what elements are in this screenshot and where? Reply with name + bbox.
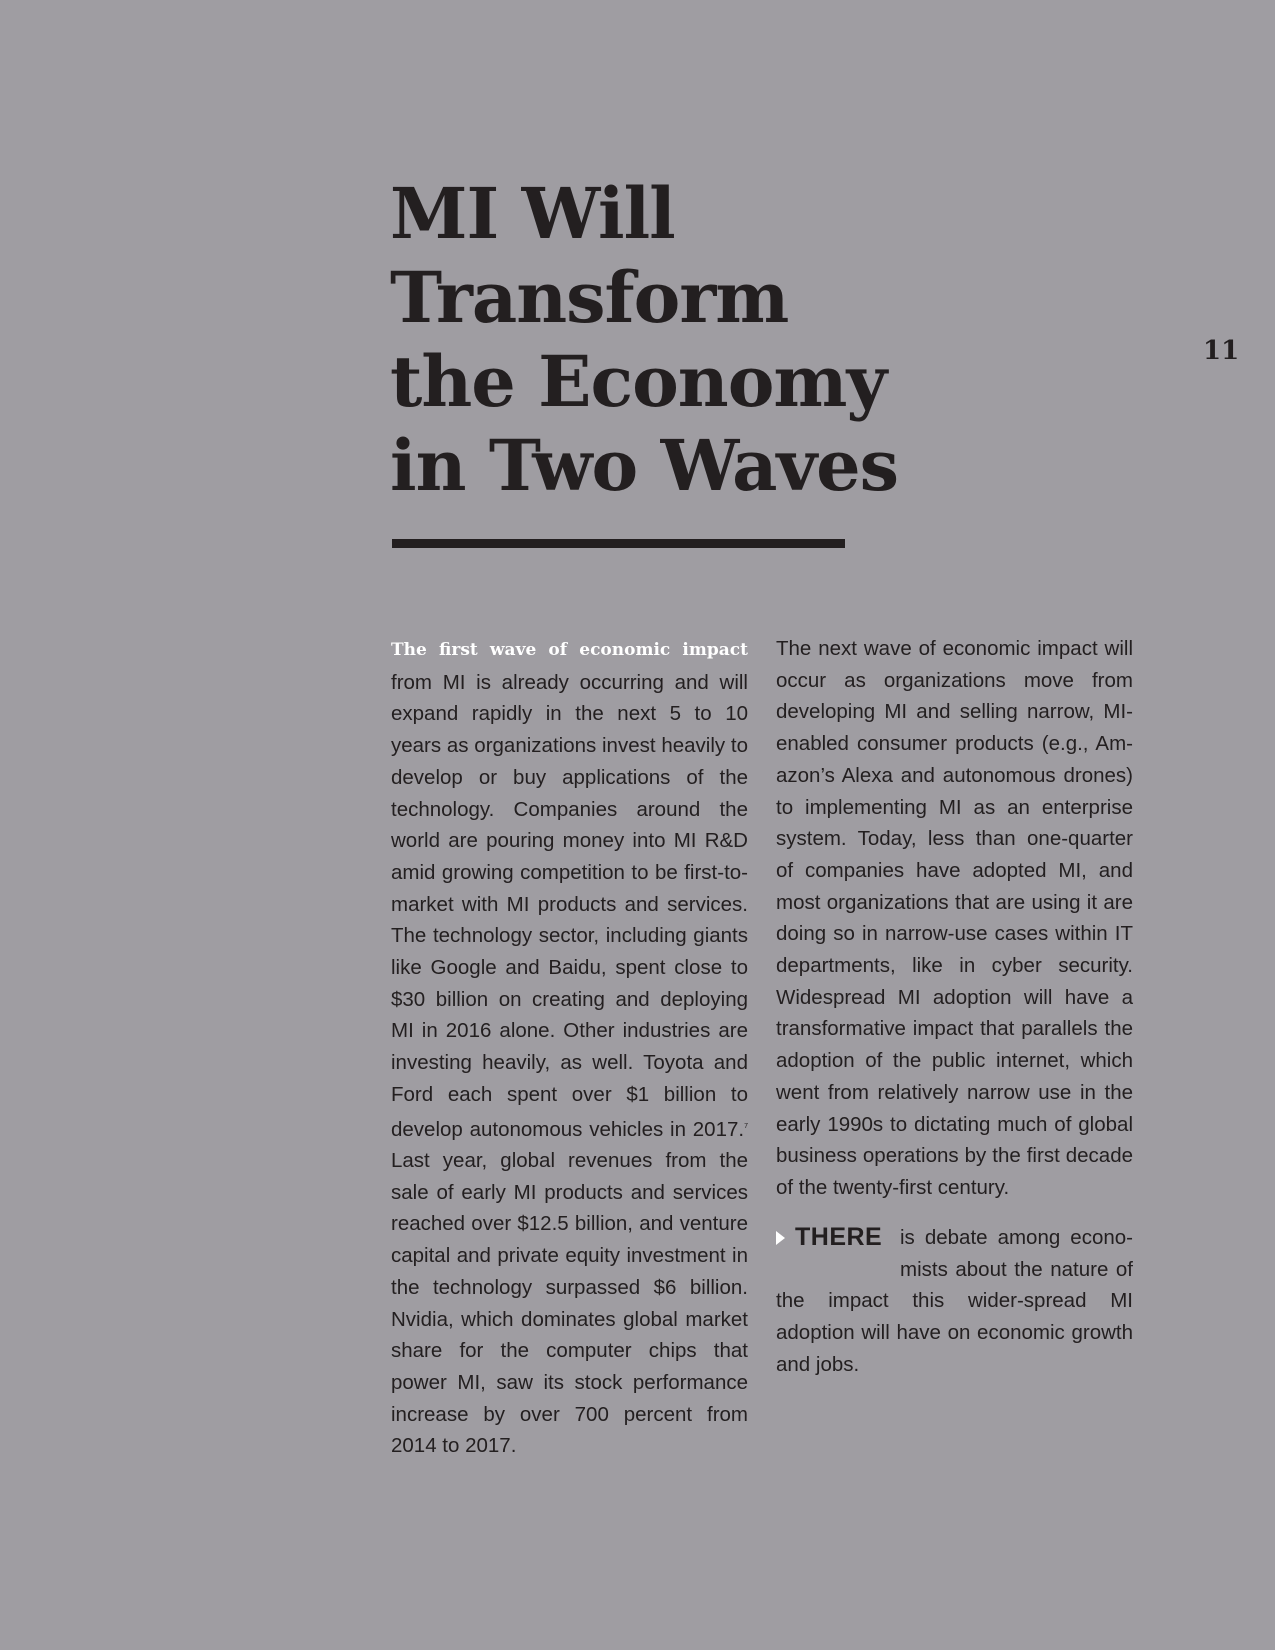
page-number: 11 <box>1203 336 1240 366</box>
page-title <box>390 172 899 508</box>
title-line-3: the Economy <box>390 340 887 423</box>
title-line-1: MI Will <box>390 172 675 255</box>
footnote-mark: 7 <box>744 1122 748 1130</box>
callout-lead <box>776 1220 900 1256</box>
title-line-2: Transform <box>390 256 789 339</box>
lead-in-phrase: The first wave of economic impact <box>391 640 748 660</box>
left-paragraph-continuation: Last year, global revenues from the sale of early MI products and services reached over $12.5 billion, and venture capital and private equity investment in the technology surpassed $6 billion. Nvidia, which dominates global market share for the computer chips that power MI, saw its stock performance increase by over 700 percent from 2014 to 2017. <box>391 1149 748 1458</box>
title-line-4: in Two Waves <box>390 424 899 507</box>
title-divider <box>392 539 845 548</box>
callout-word: THERE <box>795 1223 883 1252</box>
triangle-right-icon <box>776 1231 785 1245</box>
callout-text: is debate among economists about the nature of the impact this wider-spread MI adoption will have on economic growth and jobs. <box>776 1226 1133 1376</box>
left-paragraph-body: from MI is already occurring and will expand rapidly in the next 5 to 10 years as organizations invest heavily to develop or buy applications of the technology. Companies around the world are pouring money into MI R&D amid growing competition to be first-to-market with MI products and services. The technology sector, including giants like Google and Baidu, spent close to $30 billion on creating and deploying MI in 2016 alone. Other industries are investing heavily, as well. Toyota and Ford each spent over $1 billion to develop autonomous vehicles in 2017. <box>391 670 748 1141</box>
callout-paragraph <box>776 1222 1133 1381</box>
left-column-paragraph <box>391 633 748 1462</box>
right-column-paragraph: The next wave of economic impact will occur as organizations move from developing MI and selling narrow, MI-enabled consumer products (e.g., Amazon’s Alexa and autonomous drones) to implementing MI as an enterprise system. Today, less than one-quarter of companies have adopted MI, and most organizations that are using it are doing so in narrow-use cases within IT departments, like in cyber security. Widespread MI adoption will have a transformative impact that parallels the adoption of the public internet, which went from relatively narrow use in the early 1990s to dictating much of global business operations by the first decade of the twenty-first century. <box>776 637 1133 1199</box>
